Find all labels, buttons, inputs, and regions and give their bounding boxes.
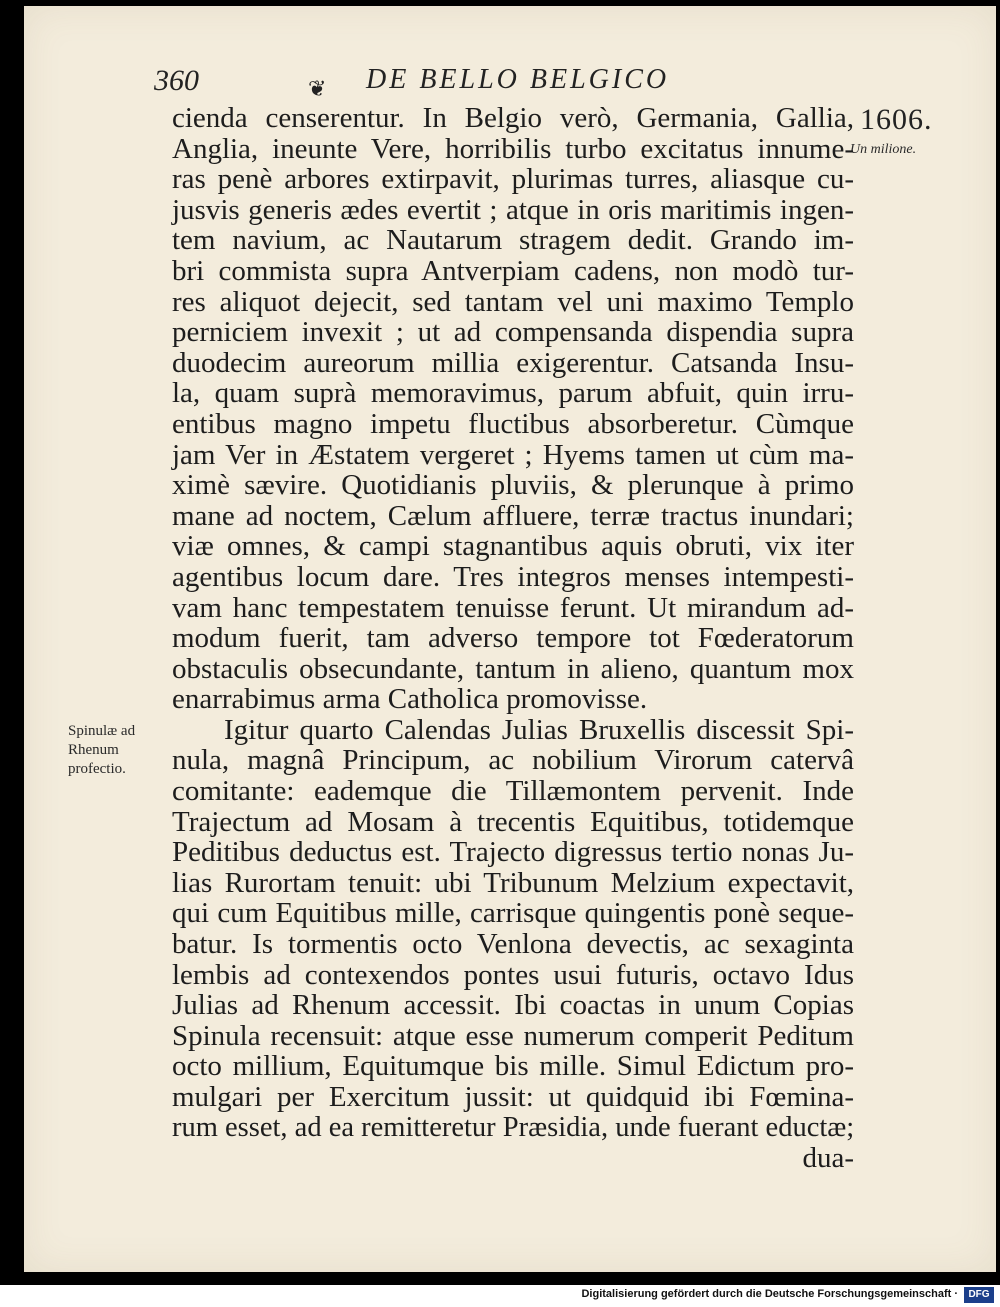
text-line: mane ad noctem, Cælum affluere, terræ tractus inundari;	[172, 499, 854, 532]
year-marginal: 1606.	[860, 103, 933, 136]
text-line: obstaculis obsecundante, tantum in alieno, quantum mox	[172, 652, 854, 685]
text-line: Spinula recensuit: atque esse numerum comperit Peditum	[172, 1019, 854, 1052]
text-line: perniciem invexit ; ut ad compensanda dispendia supra	[172, 316, 854, 349]
page-header	[24, 6, 996, 106]
margin-note: Spinulæ ad Rhenum profectio.	[68, 723, 136, 777]
text-line: cienda censerentur. In Belgio verò, Germania, Gallia,	[172, 102, 854, 134]
margin-note: Un milione.	[850, 142, 917, 157]
text-line: Julias ad Rhenum accessit. Ibi coactas in unum Copias	[172, 989, 854, 1022]
text-line: batur. Is tormentis octo Venlona devectis, ac sexaginta	[172, 928, 854, 961]
ornament-icon: ❦	[308, 76, 327, 101]
text-line: agentibus locum dare. Tres integros menses intempesti-	[172, 560, 854, 593]
footer-credit: Digitalisierung gefördert durch die Deutsche Forschungsgemeinschaft ·	[581, 1288, 958, 1300]
text-line: bri commista supra Antverpiam cadens, non modò tur-	[172, 254, 854, 287]
text-line: Trajectum ad Mosam à trecentis Equitibus, totidemque	[172, 805, 854, 838]
text-line: modum fuerit, tam adverso tempore tot Fœderatorum	[172, 622, 854, 655]
text-line: jam Ver in Æstatem vergeret ; Hyems tamen ut cùm ma-	[172, 438, 854, 471]
text-line: la, quam suprà memoravimus, parum abfuit, quin irru-	[172, 377, 854, 410]
text-line: jusvis generis ædes evertit ; atque in oris maritimis ingen-	[172, 193, 854, 226]
text-line: enarrabimus arma Catholica promovisse.	[172, 683, 648, 716]
body-text	[172, 103, 854, 1174]
text-line: mulgari per Exercitum jussit: ut quidquid ibi Fœmina-	[172, 1081, 854, 1113]
text-line: Anglia, ineunte Vere, horribilis turbo excitatus innume-	[172, 132, 854, 165]
text-line: entibus magno impetu fluctibus absorberetur. Cùmque	[172, 407, 854, 440]
text-line: lembis ad contexendos pontes usui futuris, octavo Idus	[172, 958, 854, 991]
text-line: rum esset, ad ea remitteretur Præsidia, unde fuerant eductæ;	[172, 1111, 855, 1143]
text-line: duodecim aureorum millia exigerentur. Catsanda Insu-	[172, 346, 854, 379]
text-line: comitante: eademque die Tillæmontem pervenit. Inde	[172, 775, 854, 808]
text-line: ximè sævire. Quotidianis pluviis, & plerunque à primo	[172, 469, 854, 502]
text-line: Peditibus deductus est. Trajecto digressus tertio nonas Ju-	[172, 836, 854, 869]
text-line: viæ omnes, & campi stagnantibus aquis obruti, vix iter	[172, 530, 854, 563]
text-line: nula, magnâ Principum, ac nobilium Virorum catervâ	[172, 744, 854, 777]
book-page	[24, 6, 996, 1272]
text-line: vam hanc tempestatem tenuisse ferunt. Ut mirandum ad-	[172, 591, 854, 624]
catchword: dua-	[802, 1142, 854, 1175]
text-line: qui cum Equitibus mille, carrisque quingentis ponè seque-	[172, 897, 854, 930]
text-line: ras penè arbores extirpavit, plurimas turres, aliasque cu-	[172, 163, 854, 196]
text-line: lias Rurortam tenuit: ubi Tribunum Melzium expectavit,	[172, 866, 854, 899]
running-head: DE BELLO BELGICO	[366, 64, 670, 95]
dfg-logo: DFG	[964, 1287, 994, 1303]
text-line: tem navium, ac Nautarum stragem dedit. Grando im-	[172, 224, 854, 257]
text-line: res aliquot dejecit, sed tantam vel uni maximo Templo	[172, 285, 854, 318]
text-line: Igitur quarto Calendas Julias Bruxellis discessit Spi-	[224, 713, 854, 746]
text-line: octo millium, Equitumque bis mille. Simul Edictum pro-	[172, 1050, 854, 1083]
page-number: 360	[154, 64, 199, 97]
digitization-footer	[0, 1285, 1000, 1307]
